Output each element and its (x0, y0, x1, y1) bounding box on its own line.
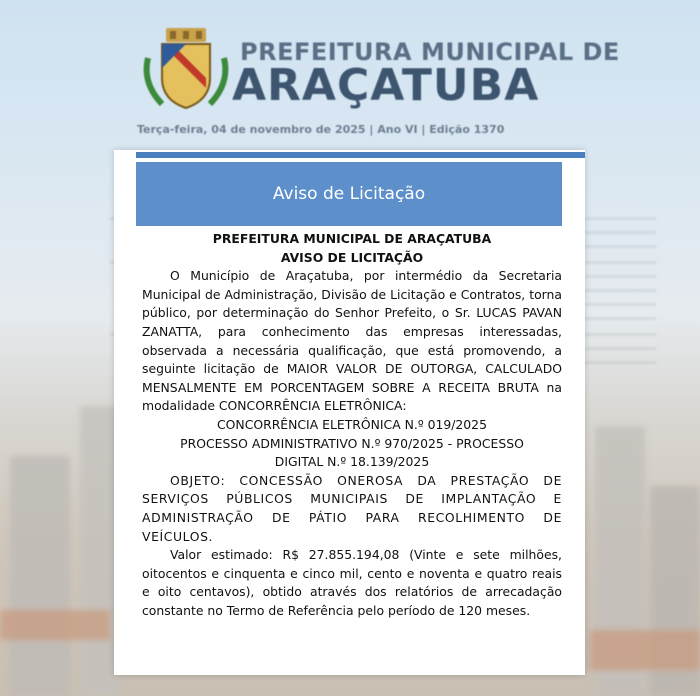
notice-heading-prefeitura: PREFEITURA MUNICIPAL DE ARAÇATUBA (212, 231, 492, 246)
notice-objeto: OBJETO: CONCESSÃO ONEROSA DA PRESTAÇÃO DE SERVIÇOS PÚBLICOS MUNICIPAIS DE IMPLANTAÇÃO E ADMINISTRAÇÃO DE PÁTIO PARA RECOLHIMENTO DE VEÍCULOS. (142, 472, 562, 544)
notice-body (142, 230, 562, 620)
city-crest-icon (140, 28, 232, 112)
notice-processo-line-2: DIGITAL N.º 18.139/2025 (274, 454, 430, 470)
notice-concorrencia-line: CONCORRÊNCIA ELETRÔNICA N.º 019/2025 (217, 416, 487, 432)
header-date-line: Terça-feira, 04 de novembro de 2025 | Ano VI | Edição 1370 (137, 123, 505, 136)
notice-banner-title: Aviso de Licitação (272, 184, 426, 204)
notice-heading-aviso: AVISO DE LICITAÇÃO (280, 249, 424, 265)
notice-card (114, 150, 585, 675)
header-city-name: ARAÇATUBA (232, 60, 540, 111)
notice-banner (136, 162, 562, 226)
header-prefeitura: PREFEITURA MUNICIPAL DE (240, 38, 620, 66)
notice-processo-line-1: PROCESSO ADMINISTRATIVO N.º 970/2025 - PROCESSO (180, 435, 524, 451)
notice-paragraph-intro: O Município de Araçatuba, por intermédio da Secretaria Municipal de Administração, Divisão de Licitação e Contratos, torna público, por determinação do Senhor Prefeito, o Sr. LUCAS PAVAN ZANATTA, para conhecimento das empresas interessadas, observada a necessária qualificação, que está promovendo, a seguinte licitação de MAIOR VALOR DE OUTORGA, CALCULADO MENSALMENTE EM PORCENTAGEM SOBRE A RECEITA BRUTA na modalidade CONCORRÊNCIA ELETRÔNICA: (142, 268, 562, 414)
gazette-header (0, 0, 700, 150)
notice-valor-estimado: Valor estimado: R$ 27.855.194,08 (Vinte e sete milhões, oitocentos e cinquenta e cinco mil, cento e noventa e quatro reais e oito centavos), obtido através dos relatórios de arrecadação constante no Termo de Referência pelo período de 120 meses. (142, 547, 562, 618)
card-top-rule (136, 152, 585, 158)
